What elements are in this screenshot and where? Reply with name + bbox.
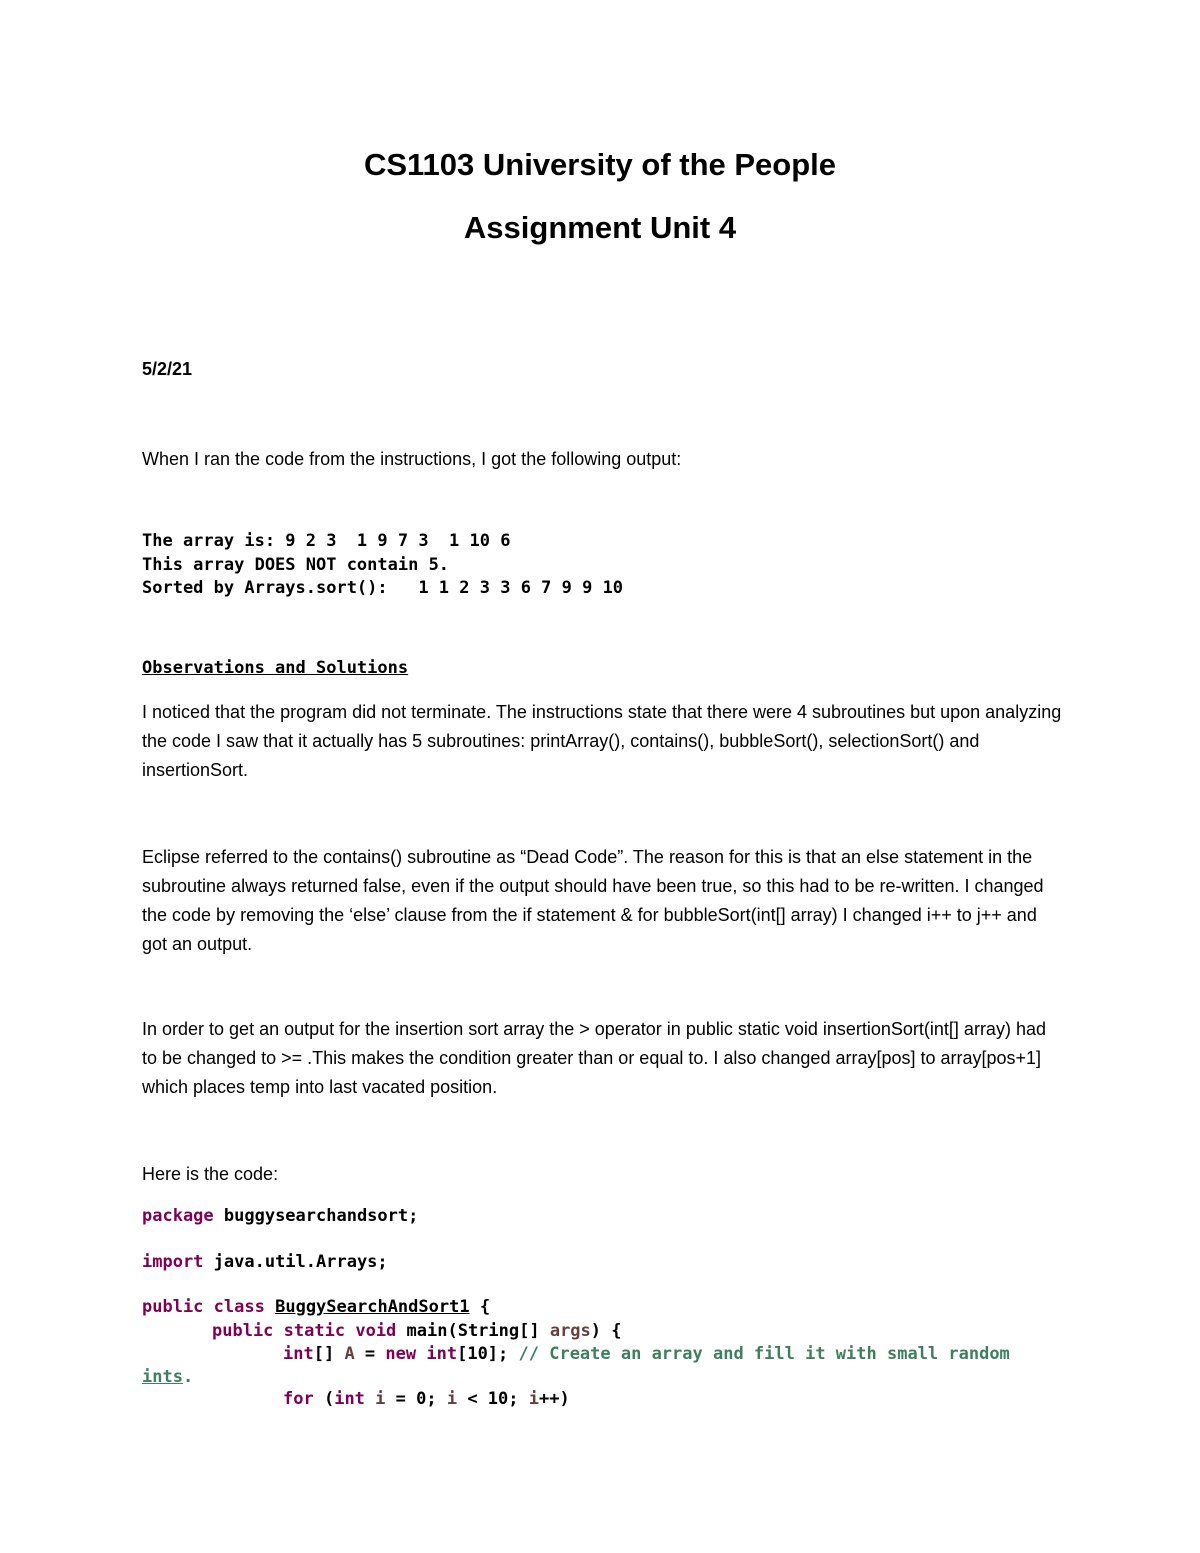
- observation-paragraph: I noticed that the program did not terminate. The instructions state that there were 4 subroutines but upon analyzing the code I saw that it actually has 5 subroutines: printArray(), contains(), bubbleSort(), selectionSort() and insertionSort.: [142, 702, 1062, 780]
- code-keyword: public: [142, 1297, 204, 1317]
- code-line: [212, 1320, 622, 1343]
- document-subtitle: Assignment Unit 4: [463, 210, 737, 245]
- code-keyword: static: [283, 1321, 346, 1341]
- code-line: [142, 1296, 490, 1319]
- code-keyword: int: [334, 1389, 365, 1409]
- code-text: < 10;: [457, 1389, 529, 1409]
- code-class-name: BuggySearchAndSort1: [275, 1297, 470, 1317]
- code-variable: args: [549, 1321, 591, 1341]
- code-text: = 0;: [385, 1389, 447, 1409]
- code-keyword: package: [142, 1206, 214, 1226]
- code-variable: i: [528, 1389, 539, 1409]
- code-variable: i: [375, 1389, 386, 1409]
- code-intro-paragraph: Here is the code:: [142, 1164, 279, 1184]
- code-line: [283, 1388, 570, 1411]
- program-output: [142, 530, 623, 601]
- code-text: =: [354, 1344, 386, 1364]
- code-variable: i: [446, 1389, 458, 1409]
- code-keyword: class: [213, 1297, 265, 1317]
- code-text: (: [313, 1389, 335, 1409]
- code-keyword: public: [212, 1321, 274, 1341]
- section-heading: Observations and Solutions: [142, 658, 409, 678]
- code-text: []: [313, 1344, 345, 1364]
- output-line: This array DOES NOT contain 5.: [142, 554, 450, 575]
- code-variable: A: [344, 1344, 355, 1364]
- intro-paragraph: When I ran the code from the instructions, I got the following output:: [142, 449, 682, 469]
- code-keyword: int: [283, 1344, 314, 1364]
- observation-paragraph: Eclipse referred to the contains() subroutine as “Dead Code”. The reason for this is that an else statement in the subroutine always returned false, even if the output should have been true, so this had to be re-written. I changed the code by removing the ‘else’ clause from the if statement & for bubbleSort(int[] array) I changed i++ to j++ and got an output.: [142, 847, 1044, 954]
- code-line: [283, 1343, 1010, 1366]
- code-text: ++): [539, 1389, 570, 1409]
- code-comment: ints: [142, 1367, 183, 1387]
- code-text: main(String[]: [396, 1321, 550, 1341]
- output-line: The array is: 9 2 3 1 9 7 3 1 10 6: [142, 531, 511, 551]
- code-text: [10];: [457, 1344, 519, 1364]
- code-text: {: [469, 1297, 491, 1317]
- code-keyword: import: [142, 1252, 204, 1272]
- code-line: [142, 1205, 418, 1228]
- code-keyword: int: [426, 1344, 458, 1364]
- code-comment: .: [182, 1367, 194, 1387]
- code-text: java.util.Arrays;: [203, 1252, 388, 1272]
- code-keyword: void: [355, 1321, 397, 1341]
- code-text: buggysearchandsort;: [213, 1206, 419, 1226]
- code-comment: // Create an array and fill it with small random: [518, 1344, 1010, 1364]
- document-date: 5/2/21: [142, 359, 193, 379]
- output-line: Sorted by Arrays.sort(): 1 1 2 3 3 6 7 9 9 10: [142, 578, 624, 598]
- code-line: [142, 1366, 193, 1389]
- document-title: CS1103 University of the People: [363, 147, 837, 182]
- code-keyword: for: [283, 1389, 314, 1409]
- observation-paragraph: In order to get an output for the insertion sort array the > operator in public static void insertionSort(int[] array) had to be changed to >= .This makes the condition greater than or equal to. I also changed array[pos] to array[pos+1] which places temp into last vacated position.: [142, 1019, 1046, 1097]
- code-line: [142, 1251, 388, 1274]
- code-keyword: new: [385, 1344, 417, 1364]
- code-text: ) {: [590, 1321, 622, 1341]
